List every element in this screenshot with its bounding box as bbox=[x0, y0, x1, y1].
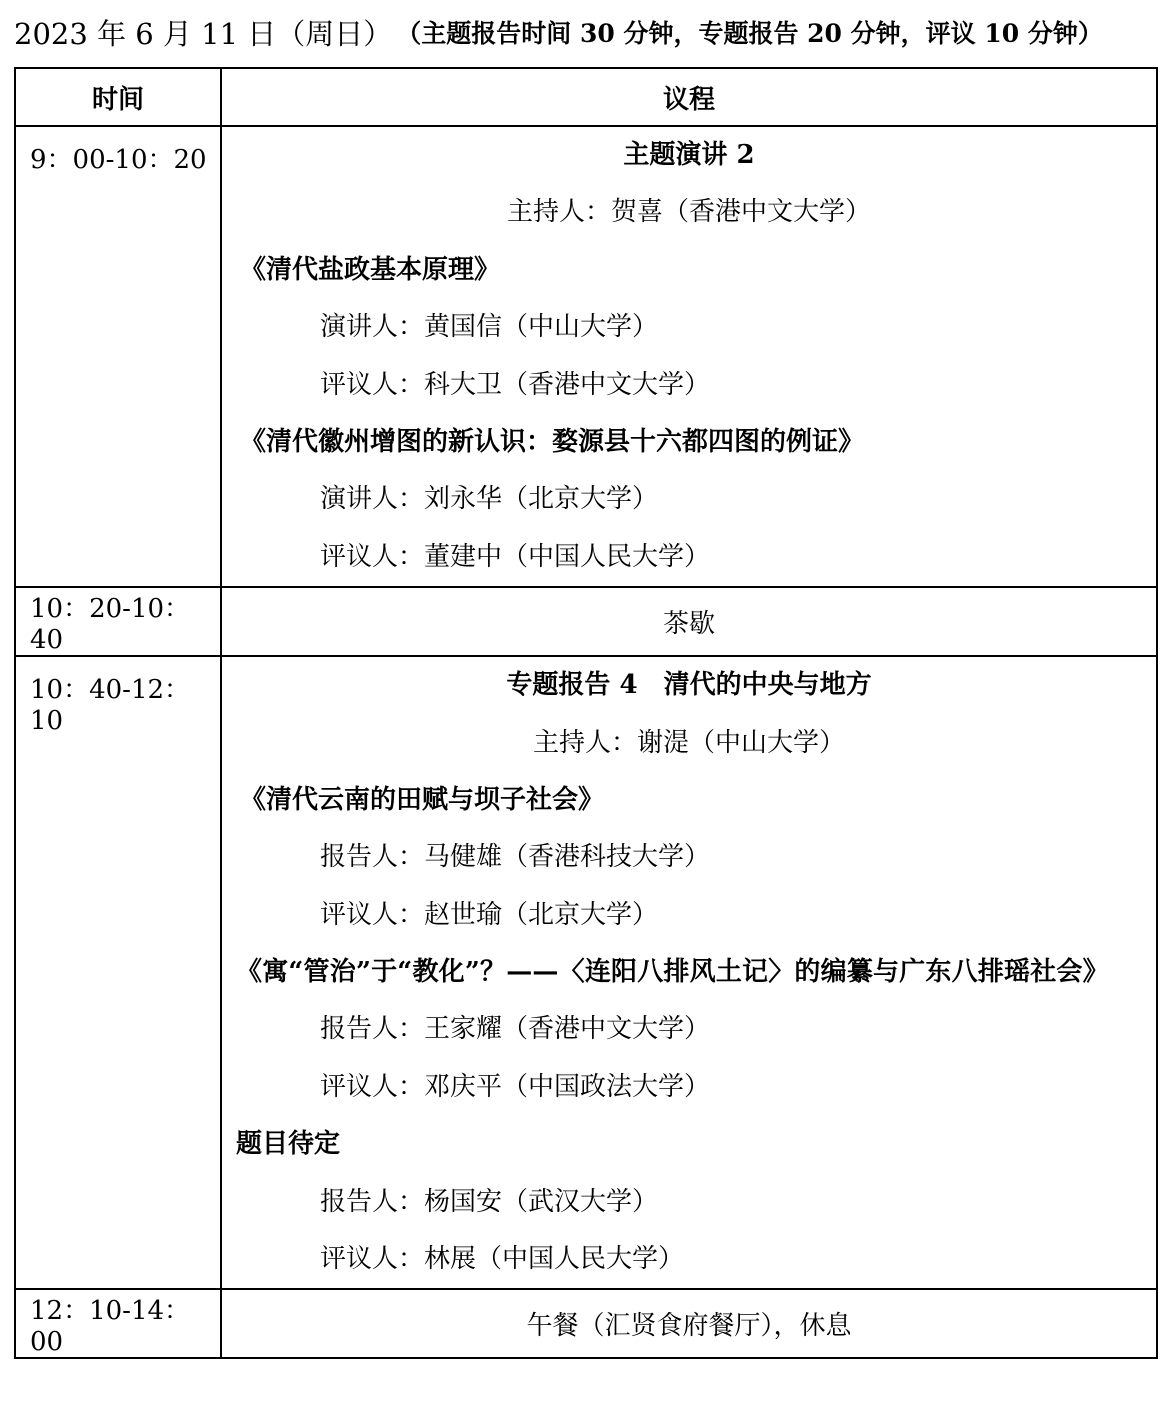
session2-time: 10：40-12：10 bbox=[15, 656, 221, 1289]
schedule-table bbox=[14, 67, 1158, 1359]
talk-speaker: 报告人：杨国安（武汉大学） bbox=[320, 1186, 659, 1217]
table-row-lunch bbox=[15, 1289, 1157, 1358]
talk-speaker: 报告人：王家耀（香港中文大学） bbox=[320, 1014, 711, 1045]
talk-discussant: 评议人：邓庆平（中国政法大学） bbox=[320, 1071, 711, 1102]
session1-agenda bbox=[221, 126, 1157, 587]
page-header bbox=[14, 9, 1164, 55]
break-time: 10：20-10：40 bbox=[15, 587, 221, 656]
talk-title: 《寓“管治”于“教化”？——〈连阳八排风土记〉的编纂与广东八排瑶社会》 bbox=[236, 957, 1109, 988]
talk-speaker: 报告人：马健雄（香港科技大学） bbox=[320, 842, 711, 873]
session1-title: 主题演讲 2 bbox=[623, 140, 755, 170]
talk-title: 《清代盐政基本原理》 bbox=[240, 254, 501, 285]
talk-title: 《清代徽州增图的新认识：婺源县十六都四图的例证》 bbox=[240, 426, 865, 457]
lunch-time: 12：10-14：00 bbox=[15, 1289, 221, 1358]
lunch-label: 午餐（汇贤食府餐厅），休息 bbox=[221, 1289, 1157, 1358]
talk-discussant: 评议人：赵世瑜（北京大学） bbox=[320, 899, 659, 930]
talk-title: 《清代云南的田赋与坝子社会》 bbox=[240, 784, 605, 815]
table-row-session1 bbox=[15, 126, 1157, 587]
talk-discussant: 评议人：林展（中国人民大学） bbox=[320, 1244, 685, 1275]
table-row-session2 bbox=[15, 656, 1157, 1289]
talk-speaker: 演讲人：黄国信（中山大学） bbox=[320, 312, 659, 343]
header-note: （主题报告时间 30 分钟，专题报告 20 分钟，评议 10 分钟） bbox=[396, 19, 1103, 48]
talk-discussant: 评议人：科大卫（香港中文大学） bbox=[320, 369, 711, 400]
talk-speaker: 演讲人：刘永华（北京大学） bbox=[320, 484, 659, 515]
header-date: 2023 年 6 月 11 日（周日） bbox=[14, 16, 393, 51]
session2-title: 专题报告 4 清代的中央与地方 bbox=[506, 670, 872, 701]
talk-title: 题目待定 bbox=[236, 1129, 341, 1160]
break-label: 茶歇 bbox=[221, 587, 1157, 656]
session2-host: 主持人：谢湜（中山大学） bbox=[532, 727, 845, 758]
column-header-time: 时间 bbox=[15, 68, 221, 126]
table-row-break bbox=[15, 587, 1157, 656]
session2-agenda bbox=[221, 656, 1157, 1289]
session1-time: 9：00-10：20 bbox=[15, 126, 221, 587]
session1-host: 主持人：贺喜（香港中文大学） bbox=[506, 197, 871, 228]
column-header-agenda: 议程 bbox=[221, 68, 1157, 126]
table-header-row bbox=[15, 68, 1157, 126]
talk-discussant: 评议人：董建中（中国人民大学） bbox=[320, 541, 711, 572]
